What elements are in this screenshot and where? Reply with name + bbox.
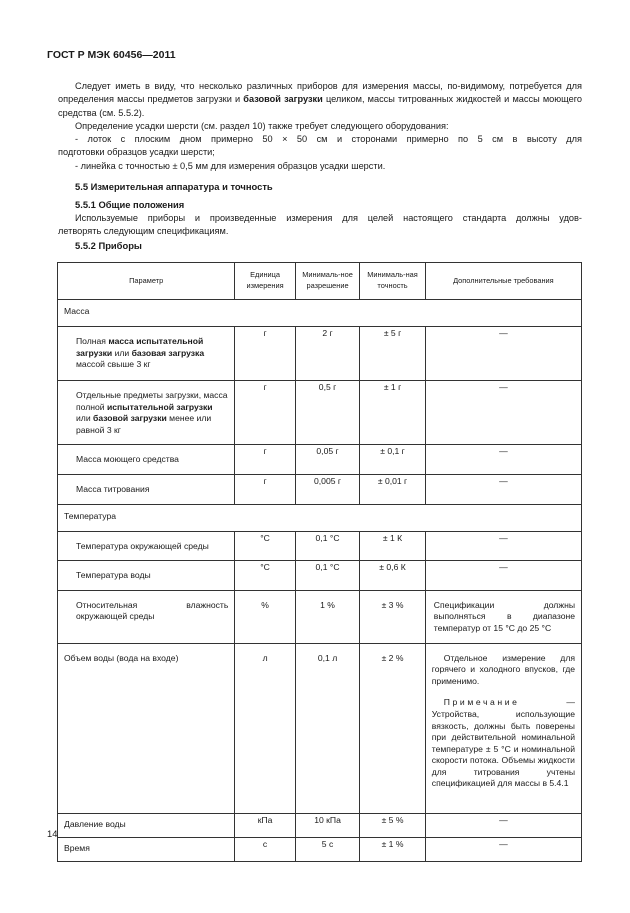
header-unit: Единица измерения — [235, 263, 295, 300]
param-text: менее или равной 3 кг — [76, 413, 212, 435]
table-row — [58, 813, 582, 837]
resolution-cell: 0,5 г — [295, 381, 359, 445]
param-cell: Масса титрования — [58, 474, 235, 504]
accuracy-cell: ± 0,1 г — [360, 445, 426, 475]
extra-cell: — — [425, 445, 581, 475]
param-text: или — [76, 413, 94, 424]
unit-cell: °С — [235, 531, 295, 561]
ruler-item: - линейка с точностью ± 0,5 мм для измерения образцов усадки шерсти. — [75, 161, 386, 171]
standard-header: ГОСТ Р МЭК 60456—2011 — [47, 49, 176, 61]
intro-paragraph-wool: Определение усадки шерсти (см. раздел 10) также требует следующего оборудования: — [75, 121, 449, 131]
resolution-cell: 10 кПа — [295, 813, 359, 837]
table-group-row — [58, 504, 582, 531]
extra-text: Отдельное измерение для горячего и холодного впусков, где применимо. — [431, 652, 575, 686]
param-text: Отдельные предметы загрузки, масса полной — [76, 390, 228, 412]
page-number: 14 — [47, 828, 58, 839]
header-parameter: Параметр — [58, 263, 235, 300]
note-text: — Устройства, использующие вязкость, должны быть поверены при действительной номинальной температуре ± 5 °С и номинальной скорости потока. Объемы жидкости для титрования учтены спецификацией для массы в 5.4.1 — [431, 697, 575, 789]
unit-cell: с — [235, 837, 295, 861]
resolution-cell: 0,1 л — [295, 643, 359, 813]
table-row — [58, 445, 582, 475]
table-row — [58, 327, 582, 381]
unit-cell: % — [235, 590, 295, 643]
accuracy-cell: ± 1 г — [360, 381, 426, 445]
intro-text-end: целиком, массы титрованных жидкостей и массы моющего средства (см. 5.5.2). — [58, 94, 582, 118]
param-text: массой свыше 3 кг — [76, 359, 151, 370]
table-row — [58, 590, 582, 643]
section-heading-5-5-2: 5.5.2 Приборы — [75, 240, 142, 251]
unit-cell: г — [235, 327, 295, 381]
instruments-table — [57, 262, 582, 862]
param-bold: масса испытательной загрузки — [76, 336, 204, 358]
accuracy-cell: ± 3 % — [360, 590, 426, 643]
extra-cell: — — [425, 561, 581, 591]
param-bold: базовой загрузки — [93, 413, 167, 424]
extra-cell: — — [425, 474, 581, 504]
resolution-cell: 0,005 г — [295, 474, 359, 504]
accuracy-cell: ± 5 г — [360, 327, 426, 381]
accuracy-cell: ± 2 % — [360, 643, 426, 813]
table-row — [58, 561, 582, 591]
header-resolution: Минималь-ное разрешение — [295, 263, 359, 300]
accuracy-cell: ± 0,01 г — [360, 474, 426, 504]
table-row — [58, 531, 582, 561]
resolution-cell: 5 с — [295, 837, 359, 861]
section-heading-5-5-1: 5.5.1 Общие положения — [75, 199, 185, 210]
table-group-row — [58, 300, 582, 327]
extra-cell: — — [425, 327, 581, 381]
table-header-row — [58, 263, 582, 300]
param-cell: Температура воды — [58, 561, 235, 591]
note-label: Примечание — [443, 697, 520, 708]
resolution-cell: 2 г — [295, 327, 359, 381]
param-bold: базовая загрузка — [131, 347, 205, 358]
param-text: или — [112, 347, 132, 358]
param-cell: Объем воды (вода на входе) — [58, 643, 235, 813]
param-cell: Время — [58, 837, 235, 861]
param-cell — [58, 327, 235, 381]
extra-cell — [425, 643, 581, 813]
unit-cell: °С — [235, 561, 295, 591]
extra-cell: — — [425, 813, 581, 837]
param-cell: Температура окружающей среды — [58, 531, 235, 561]
unit-cell: г — [235, 381, 295, 445]
general-text-line1: Используемые приборы и произведенные измерения для целей настоящего стандарта должны удов- — [75, 213, 582, 223]
resolution-cell: 1 % — [295, 590, 359, 643]
unit-cell: г — [235, 445, 295, 475]
extra-cell: — — [425, 381, 581, 445]
resolution-cell: 0,1 °С — [295, 561, 359, 591]
group-temperature: Температура — [58, 504, 582, 531]
unit-cell: г — [235, 474, 295, 504]
table-row — [58, 837, 582, 861]
param-cell: Давление воды — [58, 813, 235, 837]
tray-item-line2: подготовки образцов усадки шерсти; — [58, 147, 215, 157]
unit-cell: кПа — [235, 813, 295, 837]
intro-bold-term: базовой загрузки — [243, 94, 323, 105]
accuracy-cell: ± 1 % — [360, 837, 426, 861]
table-row — [58, 381, 582, 445]
extra-cell: — — [425, 531, 581, 561]
table-row — [58, 474, 582, 504]
group-mass: Масса — [58, 300, 582, 327]
unit-cell: л — [235, 643, 295, 813]
extra-cell: Спецификации должны выполняться в диапазоне температур от 15 °С до 25 °С — [425, 590, 581, 643]
param-cell: Масса моющего средства — [58, 445, 235, 475]
param-bold: испытательной загрузки — [106, 401, 213, 412]
header-accuracy: Минималь-ная точность — [360, 263, 426, 300]
accuracy-cell: ± 0,6 К — [360, 561, 426, 591]
extra-cell: — — [425, 837, 581, 861]
param-cell: Относительная влажность окружающей среды — [58, 590, 235, 643]
header-extra-requirements: Дополнительные требования — [425, 263, 581, 300]
accuracy-cell: ± 5 % — [360, 813, 426, 837]
accuracy-cell: ± 1 К — [360, 531, 426, 561]
section-heading-5-5: 5.5 Измерительная аппаратура и точность — [75, 181, 273, 192]
tray-item-line1: - лоток с плоским дном примерно 50 × 50 см и сторонами примерно по 5 см в высоту для — [75, 134, 582, 144]
intro-text: Следует иметь в виду, что несколько различных приборов для измерения массы, по-видимому, потребуется для определения массы предметов загрузки и — [58, 81, 582, 105]
table-row — [58, 643, 582, 813]
note-block — [432, 697, 575, 790]
intro-paragraph-mass — [58, 80, 582, 120]
param-cell — [58, 381, 235, 445]
general-text-line2: летворять следующим спецификациям. — [58, 226, 229, 236]
param-text: Полная — [76, 336, 109, 346]
resolution-cell: 0,1 °С — [295, 531, 359, 561]
resolution-cell: 0,05 г — [295, 445, 359, 475]
